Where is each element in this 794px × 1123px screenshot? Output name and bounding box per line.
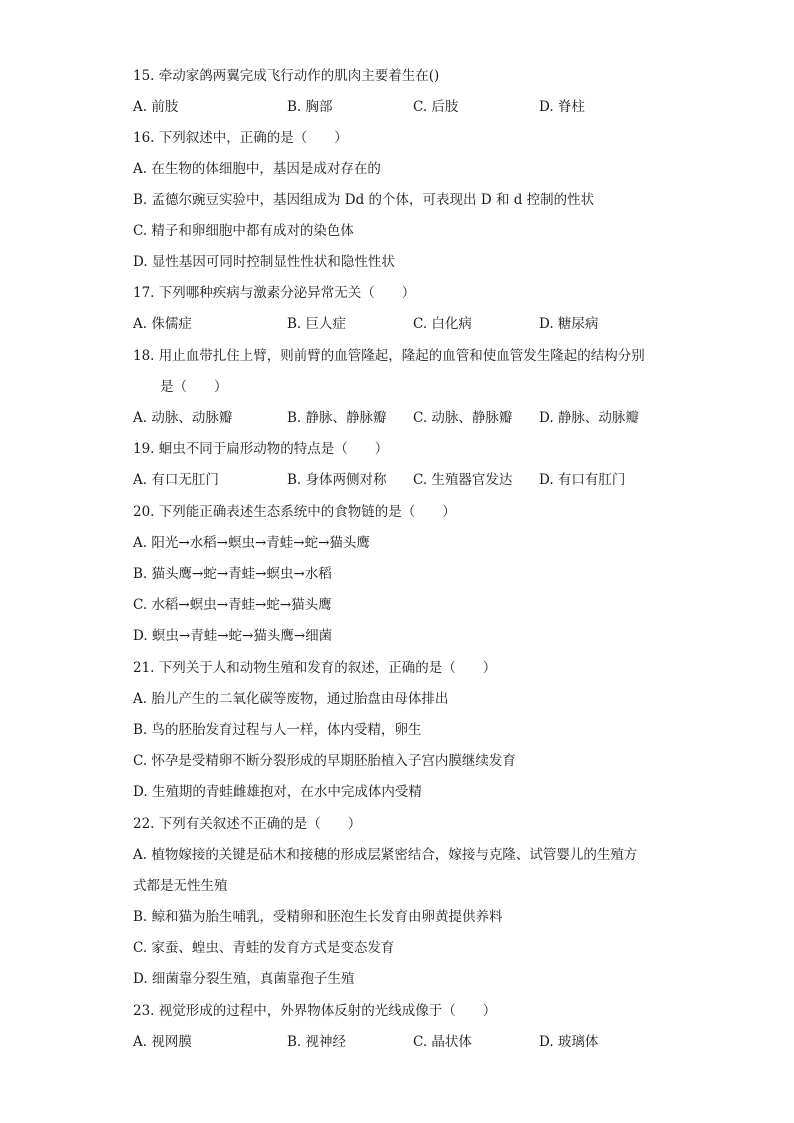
question-15-option-c: C. 后肢 [413,99,459,115]
question-16-option-c: C. 精子和卵细胞中都有成对的染色体 [133,223,354,239]
question-15-option-b: B. 胸部 [287,99,333,115]
question-22-stem: 22. 下列有关叙述不正确的是（ ） [133,816,362,832]
question-22-option-a-continued: 式都是无性生殖 [133,878,228,894]
question-21-option-d: D. 生殖期的青蛙雌雄抱对，在水中完成体内受精 [133,784,422,800]
question-21-option-a: A. 胎儿产生的二氧化碳等废物，通过胎盘由母体排出 [133,691,449,707]
question-23-option-d: D. 玻璃体 [539,1034,599,1050]
question-17-option-b: B. 巨人症 [287,316,347,332]
question-22-option-b: B. 鲸和猫为胎生哺乳，受精卵和胚泡生长发育由卵黄提供养料 [133,909,503,925]
question-18-option-a: A. 动脉、动脉瓣 [133,410,233,426]
question-19-option-b: B. 身体两侧对称 [287,472,387,488]
question-18-option-b: B. 静脉、静脉瓣 [287,410,387,426]
question-19-stem: 19. 蛔虫不同于扁形动物的特点是（ ） [133,441,389,457]
question-18-stem: 18. 用止血带扎住上臂，则前臂的血管隆起，隆起的血管和使血管发生隆起的结构分别 [133,348,645,364]
question-23-option-b: B. 视神经 [287,1034,347,1050]
question-17-option-c: C. 白化病 [413,316,472,332]
question-18-option-d: D. 静脉、动脉瓣 [539,410,639,426]
question-23-option-c: C. 晶状体 [413,1034,472,1050]
question-21-option-c: C. 怀孕是受精卵不断分裂形成的早期胚胎植入子宫内膜继续发育 [133,753,516,769]
question-16-stem: 16. 下列叙述中，正确的是（ ） [133,130,348,146]
question-16-option-b: B. 孟德尔豌豆实验中，基因组成为 Dd 的个体，可表现出 D 和 d 控制的性状 [133,192,595,208]
question-18-option-c: C. 动脉、静脉瓣 [413,410,513,426]
question-20-option-a: A. 阳光→水稻→螟虫→青蛙→蛇→猫头鹰 [133,535,370,551]
question-15-option-d: D. 脊柱 [539,99,585,115]
question-23-option-a: A. 视网膜 [133,1034,192,1050]
question-17-option-d: D. 糖尿病 [539,316,599,332]
question-16-option-d: D. 显性基因可同时控制显性性状和隐性性状 [133,254,395,270]
question-20-option-c: C. 水稻→螟虫→青蛙→蛇→猫头鹰 [133,597,332,613]
question-20-option-b: B. 猫头鹰→蛇→青蛙→螟虫→水稻 [133,566,332,582]
question-19-option-d: D. 有口有肛门 [539,472,626,488]
question-22-option-d: D. 细菌靠分裂生殖，真菌靠孢子生殖 [133,971,355,987]
question-21-stem: 21. 下列关于人和动物生殖和发育的叙述，正确的是（ ） [133,660,497,676]
question-15-option-a: A. 前肢 [133,99,179,115]
question-22-option-c: C. 家蚕、蝗虫、青蛙的发育方式是变态发育 [133,940,395,956]
question-16-option-a: A. 在生物的体细胞中，基因是成对存在的 [133,161,381,177]
question-20-option-d: D. 螟虫→青蛙→蛇→猫头鹰→细菌 [133,628,333,644]
question-17-stem: 17. 下列哪种疾病与激素分泌异常无关（ ） [133,285,416,301]
question-20-stem: 20. 下列能正确表述生态系统中的食物链的是（ ） [133,504,456,520]
question-23-stem: 23. 视觉形成的过程中，外界物体反射的光线成像于（ ） [133,1003,497,1019]
question-19-option-c: C. 生殖器官发达 [413,472,513,488]
question-17-option-a: A. 侏儒症 [133,316,192,332]
question-22-option-a: A. 植物嫁接的关键是砧木和接穗的形成层紧密结合，嫁接与克隆、试管婴儿的生殖方 [133,847,638,863]
question-18-stem-continued: 是（ ） [160,379,228,395]
question-19-option-a: A. 有口无肛门 [133,472,219,488]
question-15-stem: 15. 牵动家鸽两翼完成飞行动作的肌肉主要着生在() [133,68,440,84]
question-21-option-b: B. 鸟的胚胎发育过程与人一样，体内受精，卵生 [133,722,422,738]
